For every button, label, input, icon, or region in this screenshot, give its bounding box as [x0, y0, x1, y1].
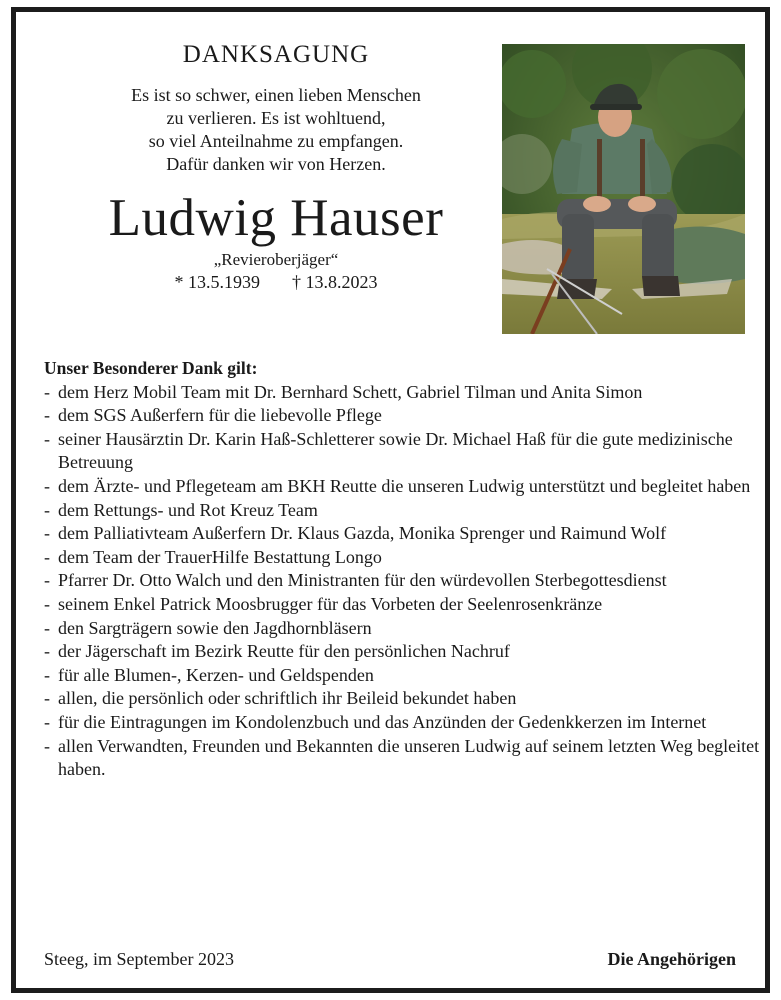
deceased-name: Ludwig Hauser — [108, 189, 444, 247]
signature: Die Angehörigen — [607, 949, 736, 969]
thanks-list — [44, 381, 764, 782]
verse-line: Dafür danken wir von Herzen. — [166, 154, 386, 174]
verse — [46, 84, 506, 176]
thanks-item: - der Jägerschaft im Bezirk Reutte für den persönlichen Nachruf — [44, 641, 510, 662]
header-block — [46, 40, 506, 294]
verse-line: so viel Anteilnahme zu empfangen. — [148, 131, 404, 151]
thanks-section — [44, 357, 764, 782]
deceased-rank: „Revieroberjäger“ — [213, 250, 339, 269]
thanks-item: - seiner Hausärztin Dr. Karin Haß-Schletterer sowie Dr. Michael Haß für die gute medizinische Betreuung — [44, 428, 733, 473]
thanks-item: - seinem Enkel Patrick Moosbrugger für das Vorbeten der Seelenrosenkränze — [44, 593, 603, 614]
thanks-item: - allen Verwandten, Freunden und Bekannten die unseren Ludwig auf seinem letzten Weg begleitet haben. — [44, 735, 760, 780]
death-date: † 13.8.2023 — [292, 272, 378, 292]
place-and-date: Steeg, im September 2023 — [44, 949, 234, 969]
thanks-item: - dem Team der TrauerHilfe Bestattung Longo — [44, 546, 382, 567]
thanks-item: - für die Eintragungen im Kondolenzbuch und das Anzünden der Gedenkkerzen im Internet — [44, 711, 707, 732]
thanks-item: - dem SGS Außerfern für die liebevolle Pflege — [44, 405, 382, 426]
portrait-photo — [502, 44, 745, 334]
thanks-item: - dem Ärzte- und Pflegeteam am BKH Reutte die unseren Ludwig unterstützt und begleitet haben — [44, 475, 751, 496]
thanks-item: - Pfarrer Dr. Otto Walch und den Ministranten für den würdevollen Sterbegottesdienst — [44, 570, 667, 591]
thanks-item: - für alle Blumen-, Kerzen- und Geldspenden — [44, 664, 374, 685]
thanks-item: - dem Herz Mobil Team mit Dr. Bernhard Schett, Gabriel Tilman und Anita Simon — [44, 381, 643, 402]
thanks-item: - dem Rettungs- und Rot Kreuz Team — [44, 499, 318, 520]
photo-illustration — [502, 44, 745, 334]
thanks-heading: Unser Besonderer Dank gilt: — [44, 358, 258, 378]
verse-line: zu verlieren. Es ist wohltuend, — [166, 108, 386, 128]
notice-frame — [11, 7, 770, 993]
birth-date: * 13.5.1939 — [174, 272, 260, 292]
thanks-item: - den Sargträgern sowie den Jagdhornbläsern — [44, 617, 372, 638]
thanks-item: - allen, die persönlich oder schriftlich ihr Beileid bekundet haben — [44, 688, 517, 709]
verse-line: Es ist so schwer, einen lieben Menschen — [131, 85, 421, 105]
thanks-item: - dem Palliativteam Außerfern Dr. Klaus Gazda, Monika Sprenger und Raimund Wolf — [44, 523, 667, 544]
notice-title: DANKSAGUNG — [182, 41, 370, 68]
life-dates — [46, 270, 506, 294]
